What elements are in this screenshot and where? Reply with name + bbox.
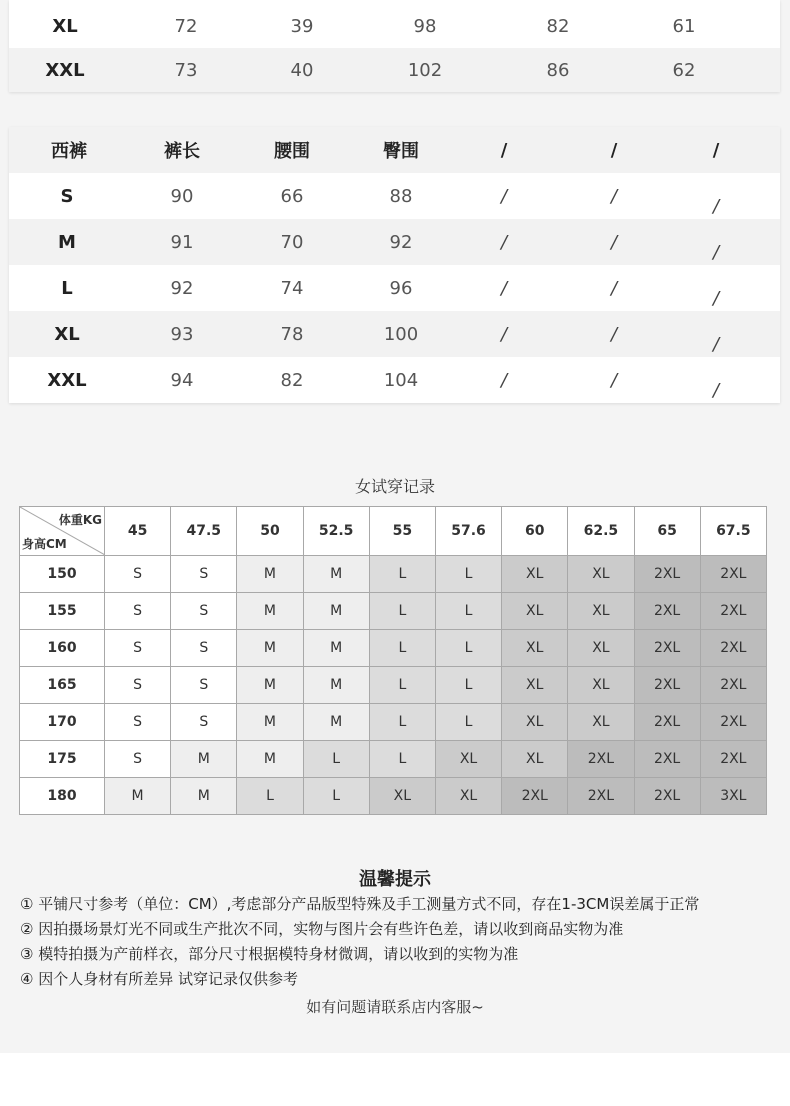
size-label: XL — [52, 15, 78, 37]
weight-header: 67.5 — [700, 507, 766, 556]
jacket-size-card — [9, 0, 780, 92]
size-cell: L — [435, 704, 501, 741]
size-cell: S — [171, 556, 237, 593]
size-cell: M — [303, 593, 369, 630]
table-cell: / — [500, 231, 508, 253]
height-label: 150 — [20, 556, 105, 593]
table-cell: 92 — [389, 231, 413, 253]
table-cell: 40 — [290, 59, 314, 81]
column-header: 臀围 — [383, 141, 419, 162]
size-cell: XL — [568, 556, 634, 593]
size-cell: M — [237, 741, 303, 778]
height-axis-label: 身高CM — [22, 537, 67, 551]
table-cell: 96 — [389, 277, 413, 299]
size-cell: S — [105, 630, 171, 667]
size-cell: XL — [568, 593, 634, 630]
pants-size-card — [9, 127, 780, 403]
size-cell: L — [303, 741, 369, 778]
table-cell: 86 — [546, 59, 570, 81]
size-cell: M — [171, 741, 237, 778]
table-cell: 74 — [280, 277, 304, 299]
size-cell: 2XL — [568, 741, 634, 778]
table-row — [20, 741, 767, 778]
table-cell: / — [500, 277, 508, 299]
size-cell: M — [237, 704, 303, 741]
table-cell: 102 — [407, 59, 443, 81]
column-header: / — [610, 139, 618, 161]
size-cell: 2XL — [502, 778, 568, 815]
table-cell: 39 — [290, 15, 314, 37]
table-cell: / — [610, 323, 618, 345]
table-row — [20, 704, 767, 741]
size-label: XXL — [45, 59, 85, 81]
size-cell: L — [435, 630, 501, 667]
tip-item: ② 因拍摄场景灯光不同或生产批次不同，实物与图片会有些许色差，请以收到商品实物为准 — [20, 920, 624, 938]
size-cell: XL — [502, 704, 568, 741]
size-cell: XL — [435, 778, 501, 815]
size-cell: M — [237, 667, 303, 704]
weight-header: 65 — [634, 507, 700, 556]
table-cell: 70 — [280, 231, 304, 253]
size-cell: 2XL — [634, 630, 700, 667]
size-cell: L — [369, 741, 435, 778]
size-cell: S — [105, 704, 171, 741]
size-cell: 2XL — [634, 667, 700, 704]
size-cell: S — [171, 593, 237, 630]
tip-item: ① 平铺尺寸参考（单位：CM）,考虑部分产品版型特殊及手工测量方式不同，存在1-3CM误差属于正常 — [20, 895, 700, 913]
height-label: 180 — [20, 778, 105, 815]
contact-note: 如有问题请联系店内客服~ — [306, 998, 484, 1016]
column-header: 腰围 — [274, 141, 310, 162]
size-cell: XL — [502, 630, 568, 667]
size-cell: M — [237, 630, 303, 667]
tip-item: ④ 因个人身材有所差异 试穿记录仅供参考 — [20, 970, 298, 988]
table-row — [9, 173, 780, 219]
size-cell: M — [105, 778, 171, 815]
weight-header: 47.5 — [171, 507, 237, 556]
table-cell: / — [610, 277, 618, 299]
size-cell: L — [369, 667, 435, 704]
table-row — [9, 265, 780, 311]
size-cell: 2XL — [700, 667, 766, 704]
corner-header-cell — [20, 507, 105, 556]
table-cell: 72 — [174, 15, 198, 37]
size-cell: S — [171, 630, 237, 667]
table-cell: 88 — [389, 185, 413, 207]
weight-header: 60 — [502, 507, 568, 556]
size-cell: XL — [568, 704, 634, 741]
table-header-row — [9, 127, 780, 173]
weight-header: 62.5 — [568, 507, 634, 556]
size-label: XL — [54, 323, 80, 345]
table-row — [20, 630, 767, 667]
table-cell: 61 — [672, 15, 696, 37]
size-cell: S — [105, 556, 171, 593]
table-cell: / — [500, 185, 508, 207]
fitting-table-body — [20, 556, 767, 815]
size-label: S — [60, 185, 74, 207]
table-row — [20, 667, 767, 704]
size-cell: 2XL — [634, 556, 700, 593]
table-header-row — [20, 507, 767, 556]
size-cell: 2XL — [700, 593, 766, 630]
size-cell: M — [237, 556, 303, 593]
table-row — [9, 357, 780, 403]
size-cell: L — [369, 556, 435, 593]
size-cell: S — [105, 667, 171, 704]
size-cell: 2XL — [568, 778, 634, 815]
column-header: 裤长 — [164, 141, 200, 162]
size-cell: L — [369, 630, 435, 667]
size-cell: L — [435, 593, 501, 630]
table-row — [20, 556, 767, 593]
weight-header: 55 — [369, 507, 435, 556]
size-cell: S — [171, 704, 237, 741]
table-cell: 82 — [546, 15, 570, 37]
table-cell: 94 — [170, 369, 194, 391]
size-cell: 2XL — [700, 704, 766, 741]
table-cell: / — [500, 369, 508, 391]
height-label: 175 — [20, 741, 105, 778]
table-cell: / — [712, 195, 720, 217]
table-cell: 104 — [383, 369, 419, 391]
size-cell: XL — [502, 667, 568, 704]
fitting-record-table — [19, 506, 767, 815]
table-row — [20, 593, 767, 630]
size-cell: XL — [502, 593, 568, 630]
table-row — [20, 778, 767, 815]
size-cell: M — [237, 593, 303, 630]
height-label: 170 — [20, 704, 105, 741]
size-cell: L — [369, 704, 435, 741]
table-cell: 78 — [280, 323, 304, 345]
table-cell: / — [712, 241, 720, 263]
table-cell: / — [610, 185, 618, 207]
table-cell: 62 — [672, 59, 696, 81]
size-cell: S — [105, 741, 171, 778]
size-label: M — [58, 231, 76, 253]
size-cell: M — [171, 778, 237, 815]
size-cell: L — [435, 667, 501, 704]
table-cell: / — [712, 333, 720, 355]
table-cell: 93 — [170, 323, 194, 345]
size-cell: L — [435, 556, 501, 593]
weight-header: 57.6 — [435, 507, 501, 556]
size-cell: 2XL — [700, 630, 766, 667]
table-cell: 66 — [280, 185, 304, 207]
tip-item: ③ 模特拍摄为产前样衣，部分尺寸根据模特身材微调，请以收到的实物为准 — [20, 945, 519, 963]
size-cell: M — [303, 630, 369, 667]
column-header: / — [712, 139, 720, 161]
size-cell: 3XL — [700, 778, 766, 815]
table-cell: / — [610, 369, 618, 391]
size-cell: S — [105, 593, 171, 630]
table-cell: 73 — [174, 59, 198, 81]
size-label: L — [61, 277, 73, 299]
column-header: / — [500, 139, 508, 161]
height-label: 165 — [20, 667, 105, 704]
column-header: 西裤 — [51, 141, 87, 162]
table-cell: / — [500, 323, 508, 345]
table-row — [9, 4, 780, 48]
size-cell: XL — [568, 667, 634, 704]
size-cell: XL — [435, 741, 501, 778]
table-cell: 82 — [280, 369, 304, 391]
tips-title: 温馨提示 — [359, 869, 431, 890]
table-cell: 91 — [170, 231, 194, 253]
table-row — [9, 311, 780, 357]
table-cell: / — [610, 231, 618, 253]
weight-header: 45 — [105, 507, 171, 556]
table-cell: / — [712, 287, 720, 309]
weight-header: 50 — [237, 507, 303, 556]
size-cell: S — [171, 667, 237, 704]
size-cell: 2XL — [700, 741, 766, 778]
size-cell: L — [237, 778, 303, 815]
weight-axis-label: 体重KG — [58, 513, 102, 527]
size-cell: M — [303, 667, 369, 704]
size-cell: 2XL — [634, 741, 700, 778]
table-cell: 98 — [413, 15, 437, 37]
size-cell: L — [369, 593, 435, 630]
fitting-record-title: 女试穿记录 — [354, 477, 435, 496]
height-label: 155 — [20, 593, 105, 630]
table-cell: 100 — [383, 323, 419, 345]
weight-header: 52.5 — [303, 507, 369, 556]
table-row — [9, 48, 780, 92]
size-label: XXL — [47, 369, 87, 391]
size-cell: 2XL — [634, 778, 700, 815]
size-cell: XL — [568, 630, 634, 667]
table-cell: 92 — [170, 277, 194, 299]
table-cell: / — [712, 379, 720, 401]
size-cell: L — [303, 778, 369, 815]
size-cell: XL — [502, 556, 568, 593]
size-cell: M — [303, 704, 369, 741]
table-row — [9, 219, 780, 265]
table-cell: 90 — [170, 185, 194, 207]
height-label: 160 — [20, 630, 105, 667]
size-cell: M — [303, 556, 369, 593]
size-cell: 2XL — [634, 704, 700, 741]
size-cell: 2XL — [634, 593, 700, 630]
size-cell: XL — [369, 778, 435, 815]
size-cell: XL — [502, 741, 568, 778]
size-cell: 2XL — [700, 556, 766, 593]
